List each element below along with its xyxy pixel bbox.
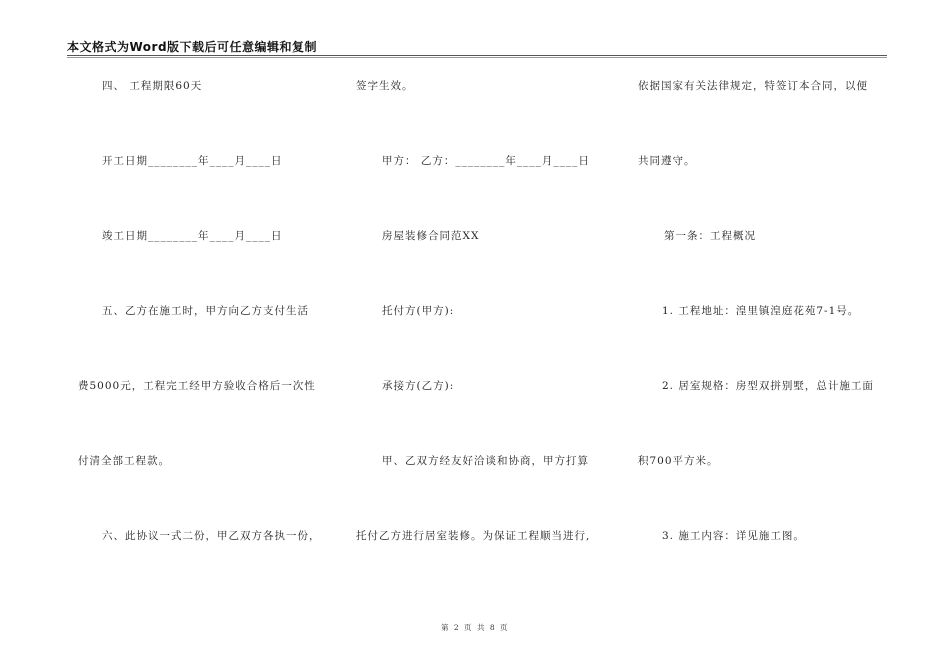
paragraph-line: 四、 工程期限60天 <box>102 80 203 92</box>
paragraph-line: 2. 居室规格：房型双拼别墅，总计施工面 <box>662 380 874 392</box>
paragraph-line: 甲、乙双方经友好洽谈和协商，甲方打算 <box>382 455 589 467</box>
paragraph-line: 五、乙方在施工时，甲方向乙方支付生活 <box>102 305 309 317</box>
paragraph-line: 3. 施工内容：详见施工图。 <box>662 530 805 542</box>
text-column-1 <box>78 0 338 672</box>
paragraph-line: 共同遵守。 <box>638 155 696 167</box>
paragraph-line: 托付方(甲方): <box>382 305 455 317</box>
page-number: 第 2 页 共 8 页 <box>441 623 509 632</box>
text-column-3 <box>638 0 888 672</box>
paragraph-line: 依据国家有关法律规定，特签订本合同，以便 <box>638 80 868 92</box>
paragraph-line: 第一条：工程概况 <box>664 230 756 242</box>
paragraph-line: 签字生效。 <box>356 80 414 92</box>
paragraph-line: 付清全部工程款。 <box>78 455 170 467</box>
paragraph-line: 六、此协议一式二份，甲乙双方各执一份， <box>102 530 321 542</box>
paragraph-line: 竣工日期________年____月____日 <box>102 230 283 242</box>
paragraph-line: 房屋装修合同范XX <box>382 230 480 242</box>
text-column-2 <box>356 0 616 672</box>
paragraph-line: 托付乙方进行居室装修。为保证工程顺当进行, <box>356 530 591 542</box>
paragraph-line: 开工日期________年____月____日 <box>102 155 283 167</box>
paragraph-line: 积700平方米。 <box>638 455 719 467</box>
paragraph-line: 1. 工程地址：湟里镇湟庭花苑7-1号。 <box>662 305 860 317</box>
paragraph-line: 甲方： 乙方：________年____月____日 <box>382 155 590 167</box>
paragraph-line: 承接方(乙方): <box>382 380 455 392</box>
document-header-title: 本文格式为Word版下载后可任意编辑和复制 <box>67 40 318 54</box>
paragraph-line: 费5000元，工程完工经甲方验收合格后一次性 <box>78 380 316 392</box>
